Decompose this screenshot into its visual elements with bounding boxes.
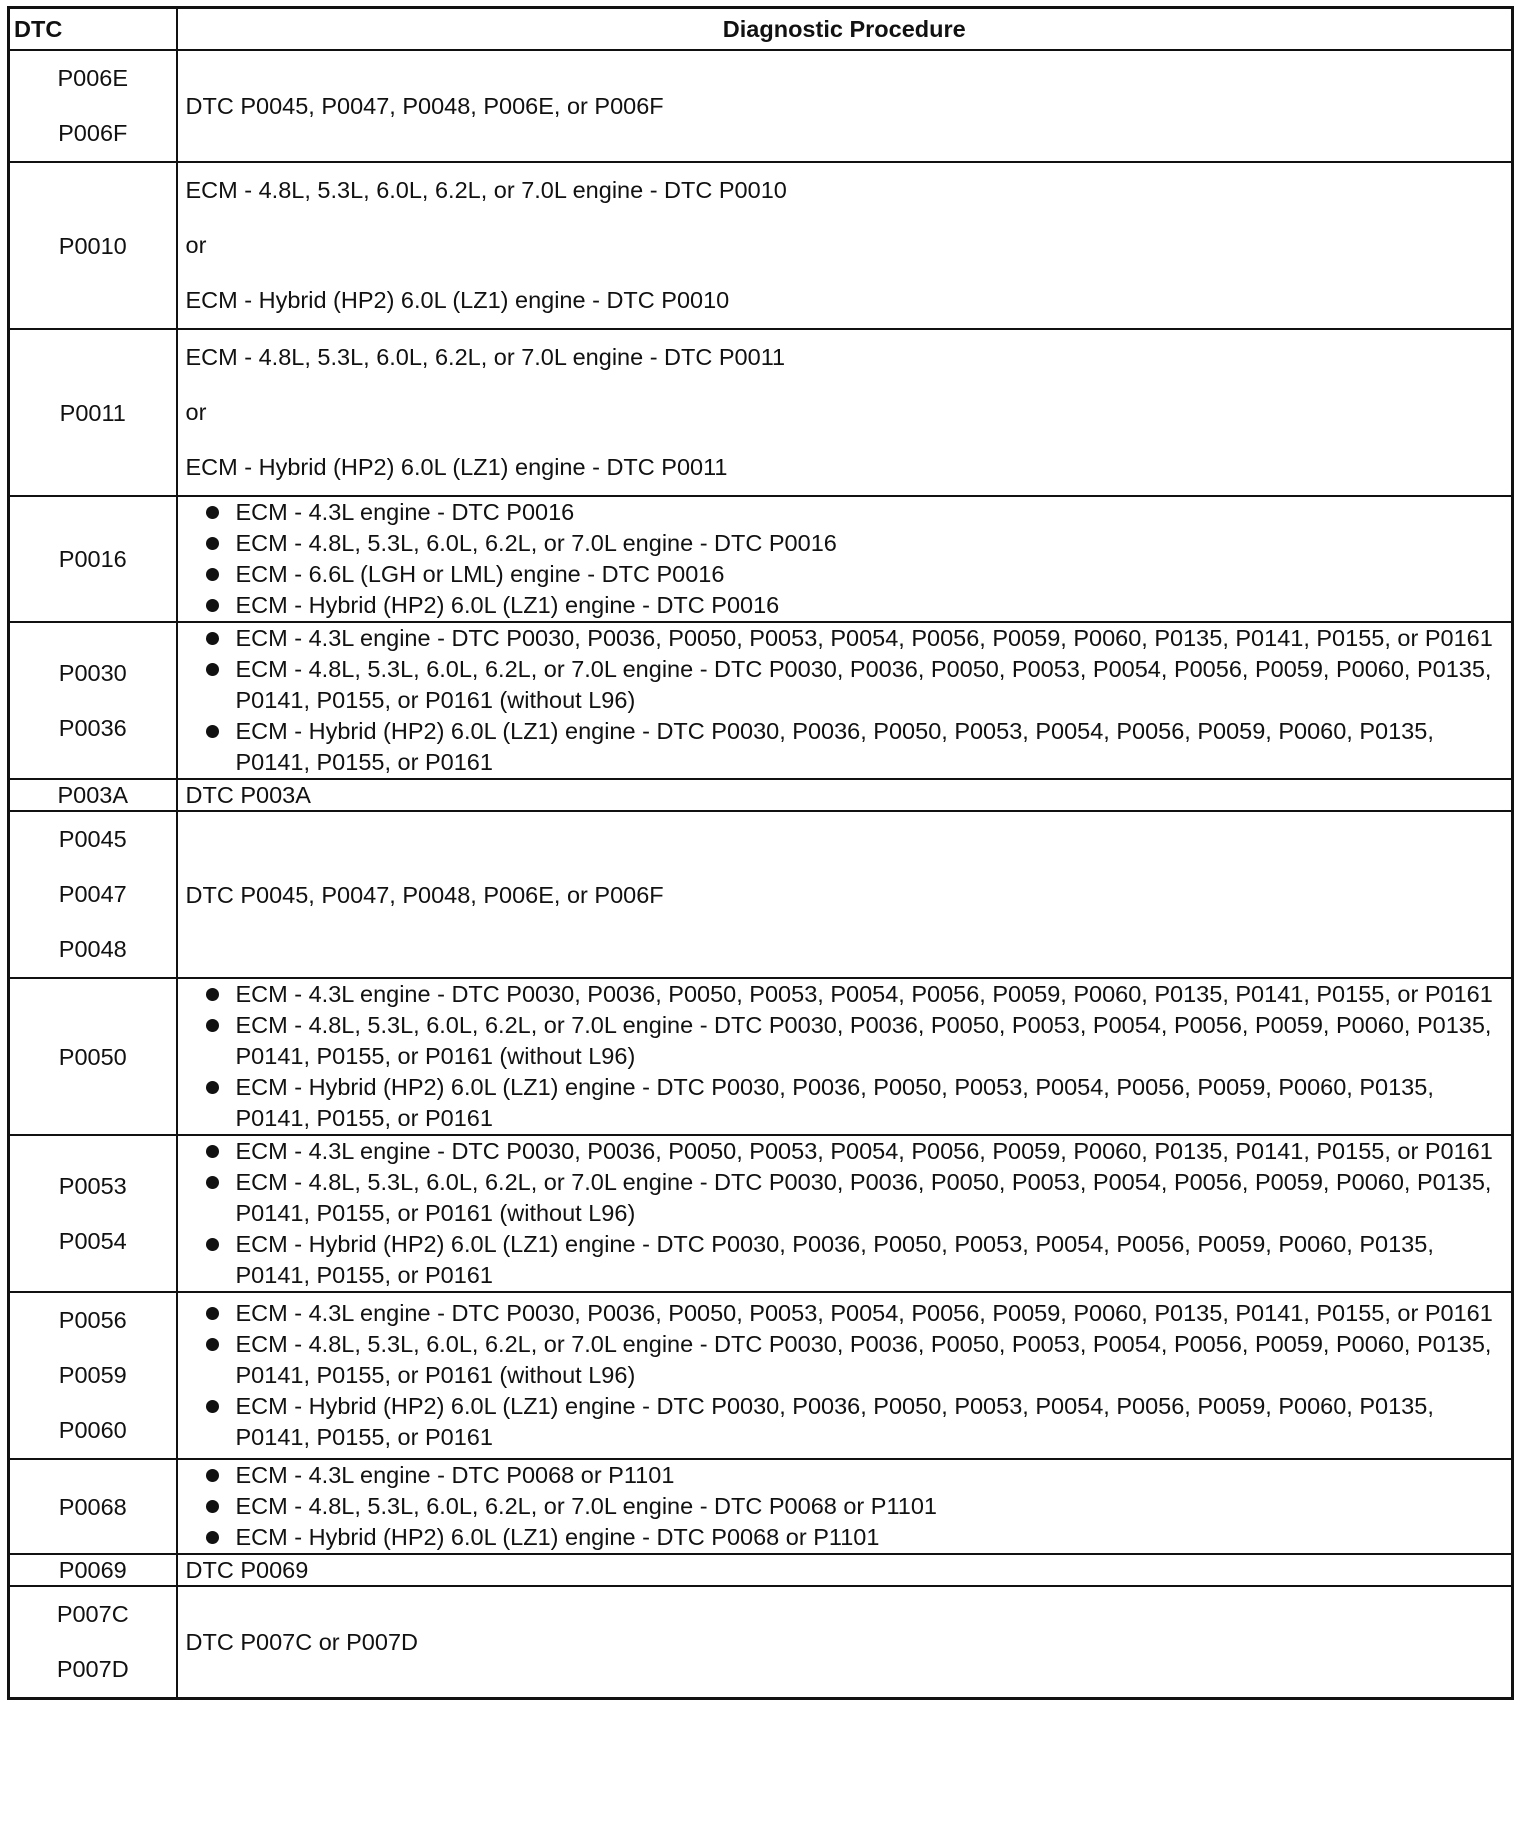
dtc-cell [9, 1459, 177, 1554]
procedure-cell [177, 978, 1513, 1135]
procedure-cell [177, 1459, 1513, 1554]
dtc-code: P0011 [59, 399, 126, 426]
procedure-column-header: Diagnostic Procedure [177, 8, 1513, 51]
procedure-bullet-item: ECM - 4.3L engine - DTC P0030, P0036, P0050, P0053, P0054, P0056, P0059, P0060, P0135, P0141, P0155, or P0161 [236, 979, 1506, 1010]
procedure-text: DTC P003A [185, 782, 311, 808]
dtc-cell [9, 622, 177, 779]
procedure-bullet-item: ECM - 4.3L engine - DTC P0068 or P1101 [236, 1460, 1506, 1491]
table-row [9, 811, 1513, 978]
dtc-code: P007C [56, 1601, 129, 1627]
table-row [9, 779, 1513, 811]
dtc-code: P0054 [58, 1227, 127, 1254]
procedure-cell [177, 50, 1513, 162]
procedure-bullet-list [186, 1298, 1506, 1453]
procedure-bullet-item: ECM - 4.8L, 5.3L, 6.0L, 6.2L, or 7.0L engine - DTC P0030, P0036, P0050, P0053, P0054, P0056, P0059, P0060, P0135, P0141, P0155, or P0161 (without L96) [236, 1010, 1506, 1072]
table-row [9, 496, 1513, 622]
dtc-code: P0048 [58, 936, 127, 962]
table-row [9, 329, 1513, 496]
dtc-code: P0030 [58, 659, 127, 686]
procedure-bullet-item: ECM - 4.3L engine - DTC P0016 [236, 497, 1506, 528]
table-body [9, 50, 1513, 1699]
dtc-code: P006F [58, 120, 128, 146]
dtc-code: P0010 [58, 232, 127, 259]
dtc-code: P006E [57, 65, 129, 91]
procedure-bullet-list [186, 1460, 1506, 1553]
dtc-code: P0060 [58, 1417, 127, 1443]
procedure-bullet-item: ECM - 4.3L engine - DTC P0030, P0036, P0050, P0053, P0054, P0056, P0059, P0060, P0135, P0141, P0155, or P0161 [236, 623, 1506, 654]
procedure-bullet-item: ECM - 4.3L engine - DTC P0030, P0036, P0050, P0053, P0054, P0056, P0059, P0060, P0135, P0141, P0155, or P0161 [236, 1136, 1506, 1167]
procedure-cell [177, 1554, 1513, 1586]
table-row [9, 1554, 1513, 1586]
dtc-cell [9, 496, 177, 622]
dtc-code: P007D [56, 1656, 129, 1682]
table-row [9, 50, 1513, 162]
dtc-cell [9, 50, 177, 162]
dtc-code: P0069 [58, 1557, 127, 1583]
table-row [9, 1292, 1513, 1459]
procedure-bullet-item: ECM - 4.8L, 5.3L, 6.0L, 6.2L, or 7.0L engine - DTC P0030, P0036, P0050, P0053, P0054, P0056, P0059, P0060, P0135, P0141, P0155, or P0161 (without L96) [236, 1167, 1506, 1229]
procedure-paragraph: ECM - 4.8L, 5.3L, 6.0L, 6.2L, or 7.0L engine - DTC P0011 [185, 344, 786, 370]
procedure-bullet-item: ECM - Hybrid (HP2) 6.0L (LZ1) engine - DTC P0030, P0036, P0050, P0053, P0054, P0056, P0059, P0060, P0135, P0141, P0155, or P0161 [236, 716, 1506, 778]
dtc-code: P0047 [58, 881, 127, 907]
table-row [9, 1586, 1513, 1699]
procedure-bullet-item: ECM - 4.8L, 5.3L, 6.0L, 6.2L, or 7.0L engine - DTC P0030, P0036, P0050, P0053, P0054, P0056, P0059, P0060, P0135, P0141, P0155, or P0161 (without L96) [236, 1329, 1506, 1391]
dtc-cell [9, 1554, 177, 1586]
procedure-bullet-item: ECM - 4.8L, 5.3L, 6.0L, 6.2L, or 7.0L engine - DTC P0068 or P1101 [236, 1491, 1506, 1522]
dtc-procedure-table [7, 6, 1514, 1700]
dtc-code: P0045 [58, 826, 127, 852]
table-row [9, 978, 1513, 1135]
procedure-bullet-item: ECM - 4.8L, 5.3L, 6.0L, 6.2L, or 7.0L engine - DTC P0016 [236, 528, 1506, 559]
procedure-text: DTC P0045, P0047, P0048, P006E, or P006F [185, 93, 664, 119]
procedure-paragraph: ECM - Hybrid (HP2) 6.0L (LZ1) engine - DTC P0010 [185, 287, 730, 313]
dtc-code: P0059 [58, 1362, 127, 1388]
dtc-code: P0056 [58, 1307, 127, 1333]
dtc-cell [9, 1586, 177, 1699]
dtc-cell [9, 811, 177, 978]
table-row [9, 1459, 1513, 1554]
dtc-code: P003A [57, 782, 129, 808]
procedure-cell [177, 329, 1513, 496]
procedure-cell [177, 162, 1513, 329]
dtc-cell [9, 329, 177, 496]
dtc-cell [9, 1292, 177, 1459]
procedure-cell [177, 496, 1513, 622]
dtc-cell [9, 978, 177, 1135]
table-row [9, 622, 1513, 779]
table-row [9, 162, 1513, 329]
procedure-bullet-item: ECM - Hybrid (HP2) 6.0L (LZ1) engine - DTC P0068 or P1101 [236, 1522, 1506, 1553]
procedure-bullet-item: ECM - 4.3L engine - DTC P0030, P0036, P0050, P0053, P0054, P0056, P0059, P0060, P0135, P0141, P0155, or P0161 [236, 1298, 1506, 1329]
procedure-text: DTC P0069 [185, 1557, 309, 1583]
dtc-code: P0053 [58, 1172, 127, 1199]
dtc-code: P0050 [58, 1043, 127, 1070]
procedure-paragraph: or [185, 399, 207, 425]
procedure-text: DTC P0045, P0047, P0048, P006E, or P006F [185, 881, 664, 908]
procedure-bullet-list [186, 623, 1506, 778]
procedure-cell [177, 1586, 1513, 1699]
procedure-paragraph: ECM - Hybrid (HP2) 6.0L (LZ1) engine - DTC P0011 [185, 454, 728, 480]
procedure-cell [177, 1292, 1513, 1459]
dtc-code: P0016 [58, 546, 127, 572]
procedure-bullet-item: ECM - Hybrid (HP2) 6.0L (LZ1) engine - DTC P0030, P0036, P0050, P0053, P0054, P0056, P0059, P0060, P0135, P0141, P0155, or P0161 [236, 1391, 1506, 1453]
procedure-cell [177, 1135, 1513, 1292]
procedure-bullet-item: ECM - Hybrid (HP2) 6.0L (LZ1) engine - DTC P0016 [236, 590, 1506, 621]
procedure-bullet-list [186, 979, 1506, 1134]
dtc-cell [9, 162, 177, 329]
dtc-column-header: DTC [9, 8, 177, 51]
procedure-cell [177, 811, 1513, 978]
dtc-code: P0036 [58, 714, 127, 741]
procedure-text: DTC P007C or P007D [185, 1629, 418, 1655]
procedure-bullet-list [186, 497, 1506, 621]
header-row [9, 8, 1513, 51]
dtc-cell [9, 779, 177, 811]
dtc-cell [9, 1135, 177, 1292]
procedure-bullet-item: ECM - Hybrid (HP2) 6.0L (LZ1) engine - DTC P0030, P0036, P0050, P0053, P0054, P0056, P0059, P0060, P0135, P0141, P0155, or P0161 [236, 1229, 1506, 1291]
procedure-bullet-item: ECM - Hybrid (HP2) 6.0L (LZ1) engine - DTC P0030, P0036, P0050, P0053, P0054, P0056, P0059, P0060, P0135, P0141, P0155, or P0161 [236, 1072, 1506, 1134]
procedure-bullet-list [186, 1136, 1506, 1291]
procedure-bullet-item: ECM - 6.6L (LGH or LML) engine - DTC P0016 [236, 559, 1506, 590]
procedure-cell [177, 622, 1513, 779]
procedure-paragraph: or [185, 232, 207, 258]
table-row [9, 1135, 1513, 1292]
procedure-bullet-item: ECM - 4.8L, 5.3L, 6.0L, 6.2L, or 7.0L engine - DTC P0030, P0036, P0050, P0053, P0054, P0056, P0059, P0060, P0135, P0141, P0155, or P0161 (without L96) [236, 654, 1506, 716]
procedure-cell [177, 779, 1513, 811]
dtc-code: P0068 [58, 1493, 127, 1520]
procedure-paragraph: ECM - 4.8L, 5.3L, 6.0L, 6.2L, or 7.0L engine - DTC P0010 [185, 177, 787, 203]
